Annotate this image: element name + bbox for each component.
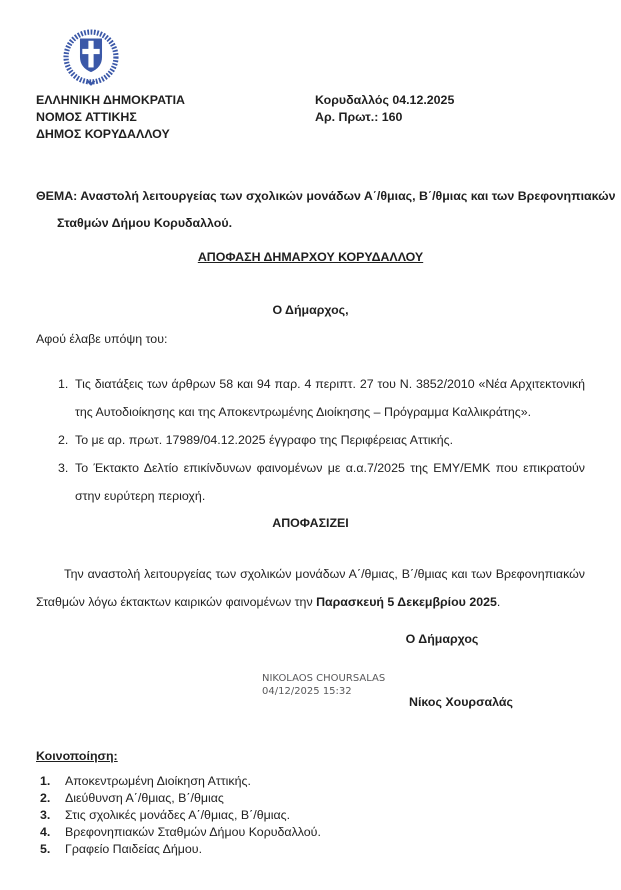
item-text: Στις σχολικές μονάδες Α΄/θμιας, Β΄/θμιας. <box>65 808 291 822</box>
stamp-signer-name: NIKOLAOS CHOURSALAS <box>262 673 386 684</box>
place-date: Κορυδαλλός 04.12.2025 <box>315 93 455 107</box>
consideration-2-line-1: Το με αρ. πρωτ. 17989/04.12.2025 έγγραφο της Περιφέρειας Αττικής. <box>75 433 454 447</box>
consideration-1-line-1: Τις διατάξεις των άρθρων 58 και 94 παρ. 4 περιπτ. 27 του Ν. 3852/2010 «Νέα Αρχιτεκτονική <box>75 377 585 391</box>
decision-line-1: Την αναστολή λειτουργείας των σχολικών μονάδων Α΄/θμιας, Β΄/θμιας και των Βρεφονηπιακών <box>64 567 585 581</box>
item-number: 4. <box>40 825 51 839</box>
item-number: 3. <box>58 461 69 475</box>
distribution-list <box>36 773 585 858</box>
item-number: 2. <box>58 433 69 447</box>
distribution-item <box>36 790 585 807</box>
consideration-item <box>36 454 585 510</box>
distribution-heading: Κοινοποίηση: <box>36 749 118 763</box>
decision-line-2: Σταθμών λόγω έκτακτων καιρικών φαινομένων την Παρασκευή 5 Δεκεμβρίου 2025. <box>36 595 501 609</box>
item-text: Βρεφονηπιακών Σταθμών Δήμου Κορυδαλλού. <box>65 825 321 839</box>
subject-line-2: Σταθμών Δήμου Κορυδαλλού. <box>57 216 233 230</box>
subject-line-1: ΘΕΜΑ: Αναστολή λειτουργείας των σχολικών μονάδων Α΄/θμιας, Β΄/θμιας και των Βρεφονηπιακών <box>36 189 616 203</box>
decides-heading: ΑΠΟΦΑΣΙΖΕΙ <box>272 516 349 530</box>
item-text: Αποκεντρωμένη Διοίκηση Αττικής. <box>65 774 251 788</box>
consideration-3-line-2: στην ευρύτερη περιοχή. <box>75 489 206 503</box>
signature-role: Ο Δήμαρχος <box>405 632 479 646</box>
considering-intro: Αφού έλαβε υπόψη του: <box>36 332 168 346</box>
item-number: 5. <box>40 842 51 856</box>
consideration-3-line-1: Το Έκτακτο Δελτίο επικίνδυνων φαινομένων με α.α.7/2025 της ΕΜΥ/ΕΜΚ που επικρατούν <box>75 461 585 475</box>
signer-name: Νίκος Χουρσαλάς <box>409 695 513 709</box>
item-number: 3. <box>40 808 51 822</box>
signature-area <box>36 648 585 714</box>
suspension-date: Παρασκευή 5 Δεκεμβρίου 2025 <box>316 595 497 609</box>
subject-block <box>36 183 616 237</box>
item-number: 1. <box>58 377 69 391</box>
item-text: Γραφείο Παιδείας Δήμου. <box>65 842 203 856</box>
mayor-line: Ο Δήμαρχος, <box>272 303 349 317</box>
protocol-number: Αρ. Πρωτ.: 160 <box>315 110 403 124</box>
considerations-list <box>36 370 585 510</box>
distribution-item <box>36 807 585 824</box>
consideration-item <box>36 370 585 426</box>
document-meta <box>315 92 585 143</box>
authority-line-3: ΔΗΜΟΣ ΚΟΡΥΔΑΛΛΟΥ <box>36 127 170 141</box>
consideration-1-line-2: της Αυτοδιοίκησης και της Αποκεντρωμένης Διοίκησης – Πρόγραμμα Καλλικράτης». <box>75 405 532 419</box>
issuing-authority <box>36 92 315 143</box>
distribution-item <box>36 841 585 858</box>
decision-paragraph <box>36 560 585 616</box>
consideration-item <box>36 426 585 454</box>
distribution-item <box>36 824 585 841</box>
distribution-item <box>36 773 585 790</box>
letterhead <box>36 92 585 143</box>
greek-coat-of-arms-icon <box>60 28 122 86</box>
item-text: Διεύθυνση Α΄/θμιας, Β΄/θμιας <box>65 791 224 805</box>
item-number: 1. <box>40 774 51 788</box>
authority-line-2: ΝΟΜΟΣ ΑΤΤΙΚΗΣ <box>36 110 137 124</box>
item-number: 2. <box>40 791 51 805</box>
stamp-datetime: 04/12/2025 15:32 <box>262 686 352 697</box>
authority-line-1: ΕΛΛΗΝΙΚΗ ΔΗΜΟΚΡΑΤΙΑ <box>36 93 185 107</box>
decision-title: ΑΠΟΦΑΣΗ ΔΗΜΑΡΧΟΥ ΚΟΡΥΔΑΛΛΟΥ <box>197 250 424 264</box>
